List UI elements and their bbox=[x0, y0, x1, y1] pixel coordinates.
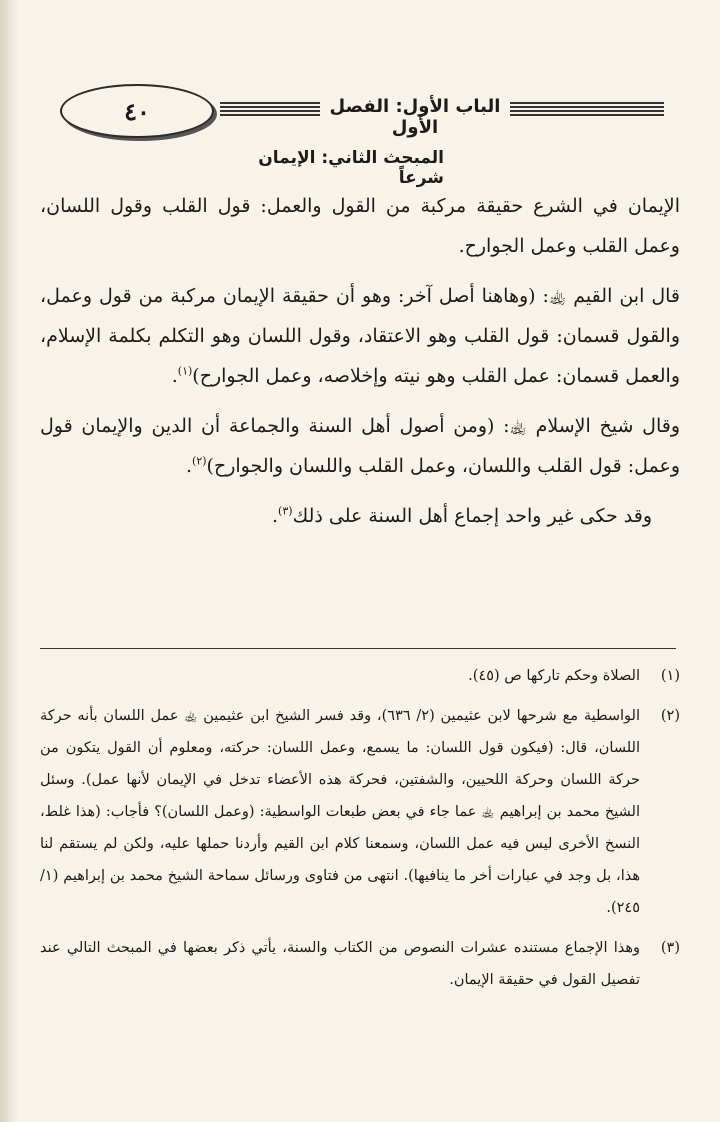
paragraph-text: وقال شيخ الإسلام ﵀: (ومن أصول أهل السنة والجماعة أن الدين والإيمان قول وعمل: قول القلب واللسان، وعمل القلب واللسان والجوارح) bbox=[40, 415, 680, 477]
paragraph: وقد حكى غير واحد إجماع أهل السنة على ذلك$^{(٣)}$. bbox=[272, 504, 652, 527]
running-header bbox=[40, 82, 680, 138]
header-rule-left bbox=[220, 102, 320, 118]
footnote-divider bbox=[40, 648, 676, 649]
footnote-item bbox=[40, 932, 680, 996]
paragraph-text: وقد حكى غير واحد إجماع أهل السنة على ذلك bbox=[292, 505, 652, 527]
footnote-item bbox=[40, 700, 680, 924]
running-title: الباب الأول: الفصل الأول bbox=[329, 96, 501, 138]
footnotes bbox=[40, 660, 680, 1004]
main-text bbox=[40, 186, 680, 546]
footnote-text: الصلاة وحكم تاركها ص (٤٥). bbox=[468, 668, 640, 684]
paragraph: وقال شيخ الإسلام ﵀: (ومن أصول أهل السنة والجماعة أن الدين والإيمان قول وعمل: قول القلب واللسان، وعمل القلب واللسان والجوارح)$^{(٢)}$. bbox=[40, 415, 680, 477]
footnote-text: وهذا الإجماع مستنده عشرات النصوص من الكتاب والسنة، يأتي ذكر بعضها في المبحث التالي عند تفصيل القول في حقيقة الإيمان. bbox=[40, 940, 640, 988]
paragraph: قال ابن القيم ﵀: (وهاهنا أصل آخر: وهو أن حقيقة الإيمان مركبة من قول وعمل، والقول قسمان: قول القلب وهو الاعتقاد، وقول اللسان وهو التكلم بكلمة الإسلام، والعمل قسمان: عمل القلب وهو نيته وإخلاصه، وعمل الجوارح)$^{(١)}$. bbox=[40, 285, 680, 387]
footnote-text: الواسطية مع شرحها لابن عثيمين (٢/ ٦٣٦)، وقد فسر الشيخ ابن عثيمين ﵀ عمل اللسان بأنه حركة اللسان، قال: (فيكون قول اللسان: ما يسمع، وعمل اللسان: حركته، ومعلوم أن القول يتكون من حركة اللسان وحركة اللحيين، والشفتين، فحركة هذه الأعضاء تدخل في الإيمان لأنها عمل). وسئل الشيخ محمد بن إبراهيم ﵀ عما جاء في بعض طبعات الواسطية: (وعمل اللسان)؟ فأجاب: (هذا غلط، النسخ الأخرى ليس فيه عمل اللسان، وسمعنا كلام ابن القيم وأردنا حملها عليه، ولكن لم يستقم لنا هذا، بل وجد في عبارات أخر ما ينافيها). انتهى من فتاوى ورسائل سماحة الشيخ محمد بن إبراهيم (١/ ٢٤٥). bbox=[40, 708, 640, 916]
paragraph-text: قال ابن القيم ﵀: (وهاهنا أصل آخر: وهو أن حقيقة الإيمان مركبة من قول وعمل، والقول قسمان: قول القلب وهو الاعتقاد، وقول اللسان وهو التكلم بكلمة الإسلام، والعمل قسمان: عمل القلب وهو نيته وإخلاصه، وعمل الجوارح) bbox=[40, 285, 680, 387]
section-title: المبحث الثاني: الإيمان شرعاً bbox=[258, 148, 444, 188]
paragraph bbox=[40, 186, 680, 266]
footnote-ref[interactable]: (١) bbox=[177, 364, 193, 378]
footnote-ref[interactable]: (٢) bbox=[192, 454, 207, 468]
footnote-item bbox=[40, 660, 680, 692]
footnote-number: (١) bbox=[660, 668, 680, 684]
footnote-ref[interactable]: (٣) bbox=[278, 504, 293, 518]
header-rule-right bbox=[510, 102, 664, 118]
footnote-number: (٢) bbox=[660, 708, 680, 724]
paragraph-text: الإيمان في الشرع حقيقة مركبة من القول والعمل: قول القلب وقول اللسان، وعمل القلب وعمل الجوارح. bbox=[40, 195, 680, 257]
page-number: ٤٠ bbox=[60, 84, 214, 138]
footnote-number: (٣) bbox=[660, 940, 680, 956]
